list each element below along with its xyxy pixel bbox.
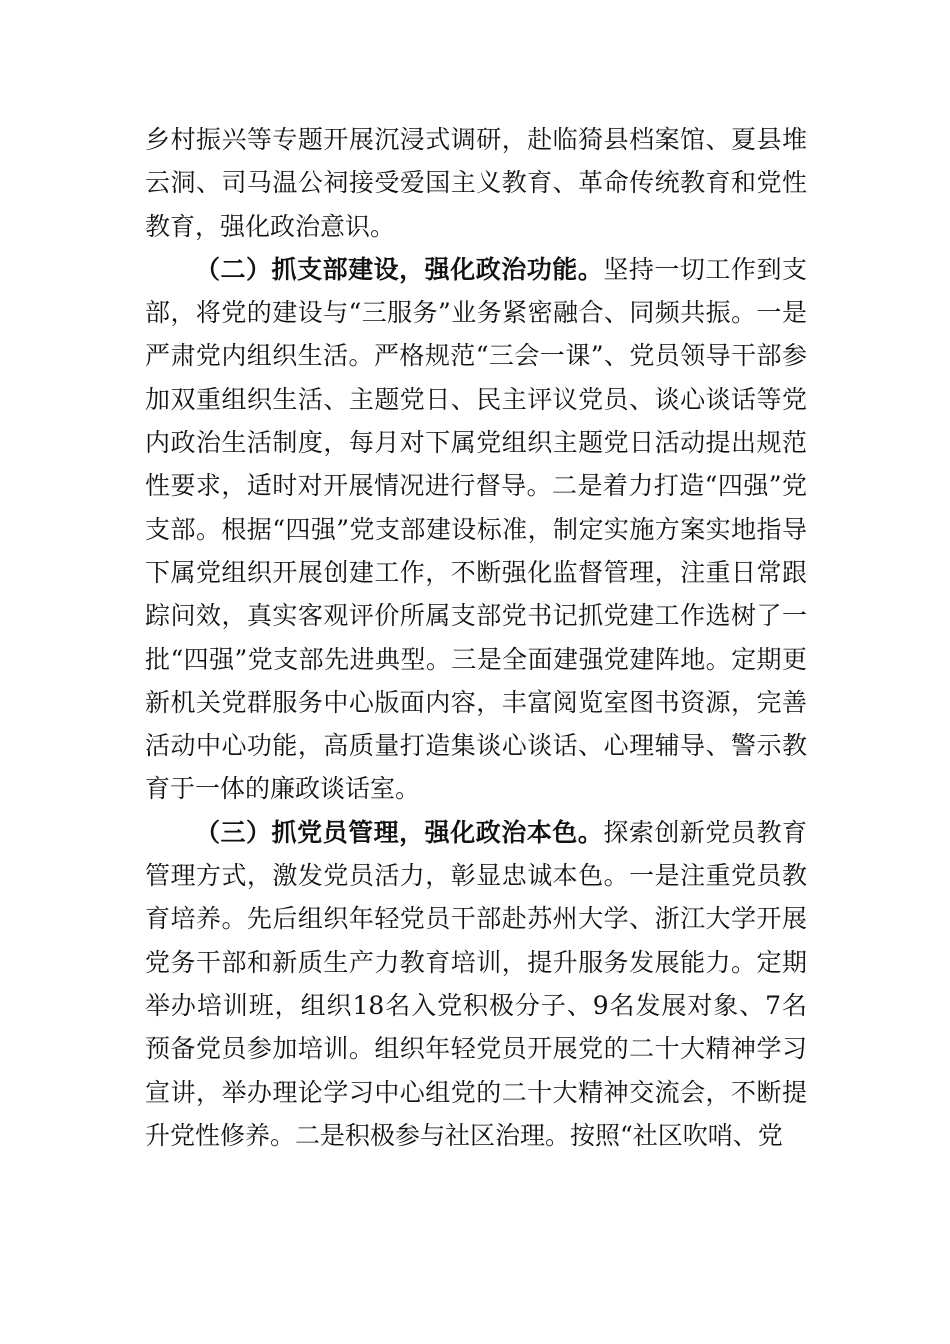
- paragraph-continuation: [145, 118, 807, 248]
- section-heading: （二）抓支部建设，强化政治功能。: [195, 254, 604, 284]
- paragraph-branch-building: [145, 248, 807, 811]
- paragraph-member-management: [145, 811, 807, 1157]
- paragraph-text: 探索创新党员教育管理方式，激发党员活力，彰显忠诚本色。一是注重党员教育培养。先后组织年轻党员干部赴苏州大学、浙江大学开展党务干部和新质生产力教育培训，提升服务发展能力。定期举办培训班，组织18名入党积极分子、9名发展对象、7名预备党员参加培训。组织年轻党员开展党的二十大精神学习宣讲，举办理论学习中心组党的二十大精神交流会，不断提升党性修养。二是积极参与社区治理。按照“社区吹哨、党: [145, 817, 807, 1150]
- section-heading: （三）抓党员管理，强化政治本色。: [195, 817, 604, 847]
- paragraph-text: 坚持一切工作到支部，将党的建设与“三服务”业务紧密融合、同频共振。一是严肃党内组织生活。严格规范“三会一课”、党员领导干部参加双重组织生活、主题党日、民主评议党员、谈心谈话等党内政治生活制度，每月对下属党组织主题党日活动提出规范性要求，适时对开展情况进行督导。二是着力打造“四强”党支部。根据“四强”党支部建设标准，制定实施方案实地指导下属党组织开展创建工作，不断强化监督管理，注重日常跟踪问效，真实客观评价所属支部党书记抓党建工作选树了一批“四强”党支部先进典型。三是全面建强党建阵地。定期更新机关党群服务中心版面内容，丰富阅览室图书资源，完善活动中心功能，高质量打造集谈心谈话、心理辅导、警示教育于一体的廉政谈话室。: [145, 254, 807, 804]
- paragraph-text: 乡村振兴等专题开展沉浸式调研，赴临猗县档案馆、夏县堆云洞、司马温公祠接受爱国主义教育、革命传统教育和党性教育，强化政治意识。: [145, 125, 807, 241]
- document-page: [145, 118, 807, 1157]
